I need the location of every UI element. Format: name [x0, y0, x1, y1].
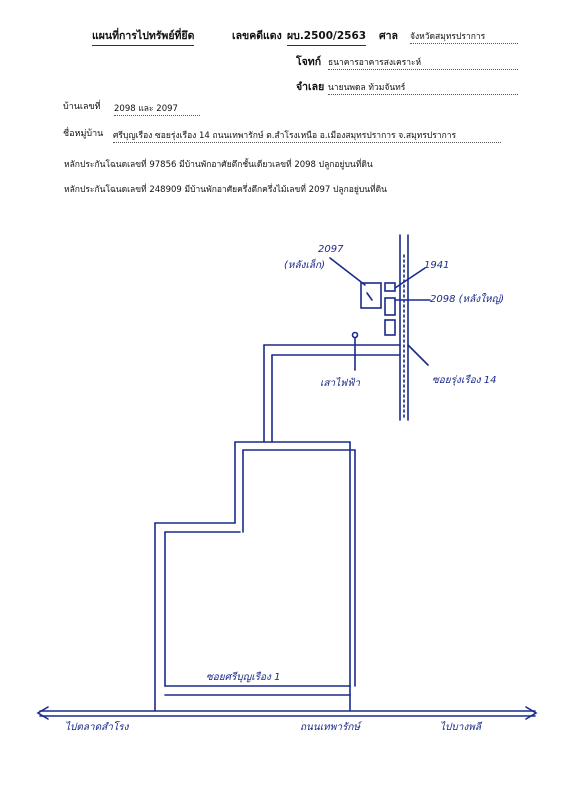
village-value: ศรีบุญเรือง ซอยรุ่งเรือง 14 ถนนเทพารักษ์ ต.สำโรงเหนือ อ.เมืองสมุทรปราการ จ.สมุทรปราการ: [113, 128, 501, 143]
case-label: เลขคดีแดง: [232, 30, 282, 42]
house-2097-icon: [361, 283, 381, 308]
house-2098-icon: [385, 298, 395, 315]
map-label-soi-1: ซอยศรีบุญเรือง 1: [206, 672, 281, 683]
house-number-value: 2098 และ 2097: [114, 101, 200, 116]
map-label-soi-14: ซอยรุ่งเรือง 14: [432, 375, 497, 386]
court-value: จังหวัดสมุทรปราการ: [410, 29, 518, 44]
court-label: ศาล: [379, 30, 398, 42]
right-arrow-icon: [526, 707, 536, 719]
collateral-line-1: หลักประกันโฉนดเลขที่ 97856 มีบ้านพักอาศัยตึกชั้นเดียวเลขที่ 2098 ปลูกอยู่บนที่ดิน: [64, 160, 373, 170]
map-label-main-road: ถนนเทพารักษ์: [300, 722, 360, 733]
map-label-2097-note: (หลังเล็ก): [284, 260, 326, 271]
village-label: ชื่อหมู่บ้าน: [63, 129, 104, 139]
plaintiff-value: ธนาคารอาคารสงเคราะห์: [328, 55, 518, 70]
map-label-2098: 2098 (หลังใหญ่): [430, 294, 505, 305]
defendant-label: จำเลย: [296, 81, 325, 93]
map-label-pole: เสาไฟฟ้า: [320, 378, 360, 389]
map-label-2097: 2097: [318, 244, 344, 255]
collateral-line-2: หลักประกันโฉนดเลขที่ 248909 มีบ้านพักอาศัยครึ่งตึกครึ่งไม้เลขที่ 2097 ปลูกอยู่บนที่ดิน: [64, 185, 387, 195]
case-number: ผบ.2500/2563: [287, 27, 366, 46]
map-label-left-destination: ไปตลาดสำโรง: [65, 722, 129, 733]
house-number-label: บ้านเลขที่: [63, 102, 101, 112]
plaintiff-label: โจทก์: [296, 56, 322, 68]
map-label-right-destination: ไปบางพลี: [440, 722, 481, 733]
map-label-1941: 1941: [424, 260, 450, 271]
house-1941-icon: [385, 283, 395, 291]
document-title: แผนที่การไปทรัพย์ที่ยึด: [92, 27, 194, 46]
electric-pole-icon: [353, 333, 358, 338]
defendant-value: นายนพดล ท้วมจันทร์: [328, 80, 518, 95]
left-arrow-icon: [38, 707, 48, 719]
